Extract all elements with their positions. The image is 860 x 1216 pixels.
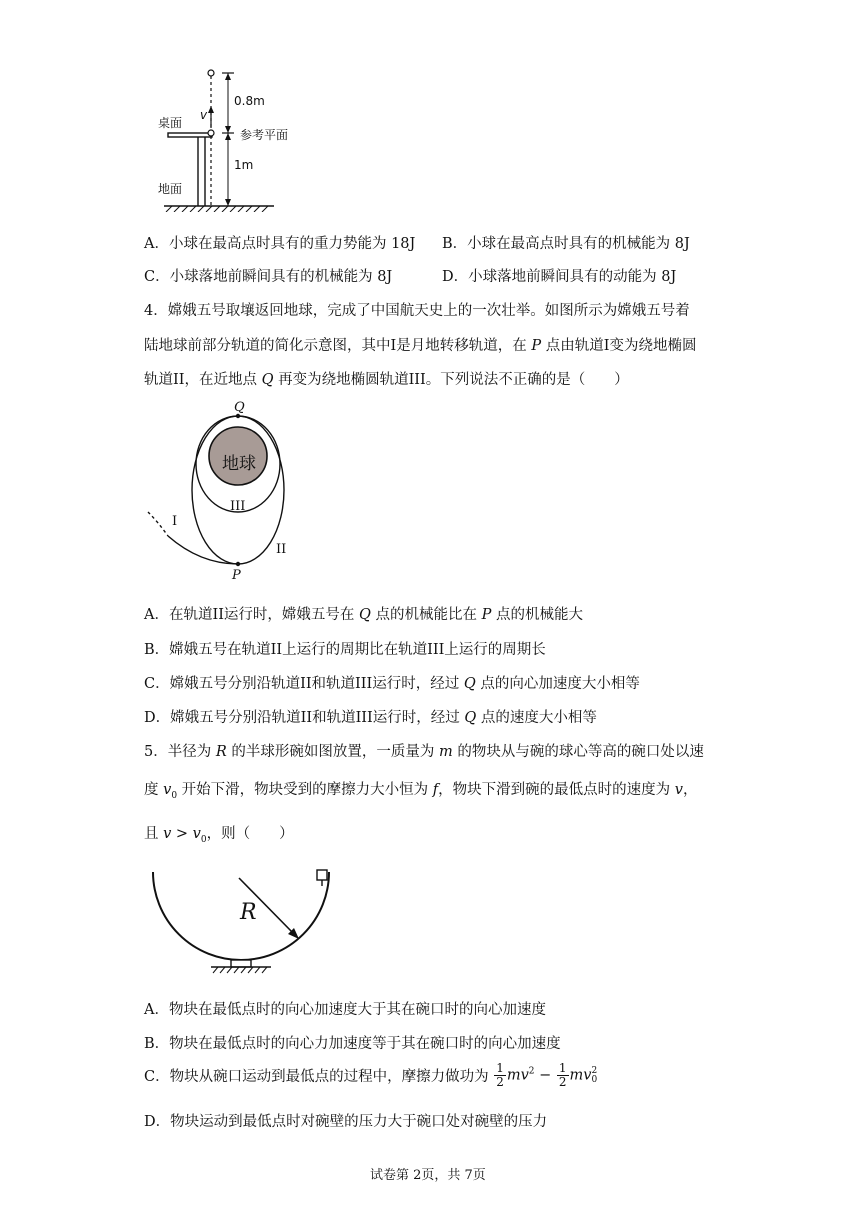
q3-option-b[interactable]: B．小球在最高点时具有的机械能为 8J (442, 236, 690, 252)
radius-label: R (240, 900, 257, 925)
height-top-label: 0.8m (234, 94, 265, 108)
fraction-half-2: $\frac{1}{2}$ (558, 1061, 567, 1089)
table-label: 桌面 (158, 116, 183, 130)
q4-option-b[interactable]: B．嫦娥五号在轨道II上运行的周期比在轨道III上运行的周期长 (144, 642, 546, 658)
q5-stem-line-3: 且 $v > v_0$，则（ ） (144, 826, 294, 845)
figure-orbits (140, 398, 310, 588)
q5-option-a[interactable]: A．物块在最低点时的向心加速度大于其在碗口时的向心加速度 (144, 1002, 546, 1018)
velocity-label: v (200, 108, 208, 122)
q4-option-a[interactable]: A．在轨道II运行时，嫦娥五号在 Q 点的机械能比在 P 点的机械能大 (144, 607, 584, 623)
q5-option-b[interactable]: B．物块在最低点时的向心力加速度等于其在碗口时的向心加速度 (144, 1036, 561, 1052)
point-q-label: Q (234, 400, 245, 415)
q3-option-a[interactable]: A．小球在最高点时具有的重力势能为 18J (144, 236, 416, 252)
page-footer: 试卷第 2页，共 7页 (370, 1168, 486, 1183)
orbit-iii-label: III (230, 499, 246, 514)
q4-stem-line-1: 4．嫦娥五号取壤返回地球，完成了中国航天史上的一次壮举。如图所示为嫦娥五号着 (144, 303, 690, 319)
earth-label: 地球 (222, 454, 256, 474)
q4-option-d[interactable]: D．嫦娥五号分别沿轨道II和轨道III运行时，经过 Q 点的速度大小相等 (144, 710, 597, 726)
ground-label: 地面 (158, 182, 183, 196)
q4-option-c[interactable]: C．嫦娥五号分别沿轨道II和轨道III运行时，经过 Q 点的向心加速度大小相等 (144, 676, 640, 692)
orbit-i-label: I (172, 514, 178, 529)
q5-option-c[interactable]: C．物块从碗口运动到最低点的过程中，摩擦力做功为 $\frac{1}{2}$ $mv^2$ − $\frac{1}{2}$ mv 2 0 (144, 1061, 598, 1089)
point-p-label: P (232, 568, 241, 583)
q5-option-d[interactable]: D．物块运动到最低点时对碗壁的压力大于碗口处对碗壁的压力 (144, 1114, 548, 1130)
q3-option-c[interactable]: C．小球落地前瞬间具有的机械能为 8J (144, 269, 393, 285)
fraction-half: $\frac{1}{2}$ (496, 1061, 504, 1089)
q3-option-d[interactable]: D．小球落地前瞬间具有的动能为 8J (442, 269, 677, 285)
q5-stem-line-2: 度 $v_0$ 开始下滑，物块受到的摩擦力大小恒为 f，物块下滑到碗的最低点时的速度为 v， (144, 782, 698, 801)
height-bottom-label: 1m (234, 158, 254, 172)
q4-stem-line-3: 轨道II，在近地点 Q 再变为绕地椭圆轨道III。下列说法不正确的是（ ） (144, 372, 629, 388)
q5-stem-line-1: 5．半径为 R 的半球形碗如图放置，一质量为 m 的物块从与碗的球心等高的碗口处以速 (144, 744, 704, 760)
orbit-ii-label: II (276, 542, 287, 557)
q4-stem-line-2: 陆地球前部分轨道的简化示意图，其中I是月地转移轨道，在 P 点由轨道I变为绕地椭圆 (144, 338, 697, 354)
reference-plane-label: 参考平面 (240, 128, 289, 142)
